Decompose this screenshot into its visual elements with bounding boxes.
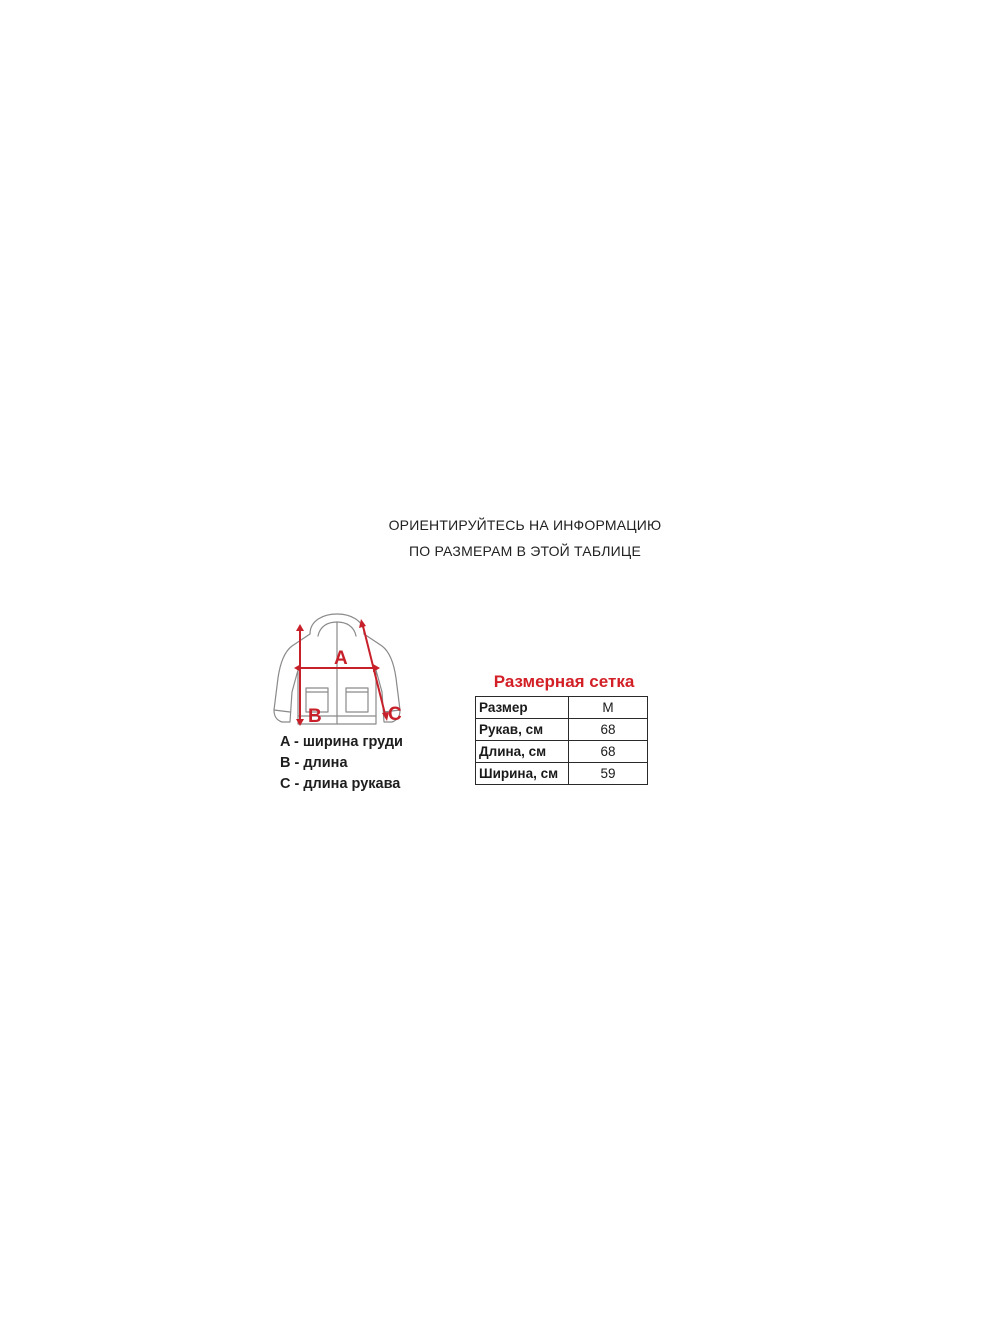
instruction-header [300, 512, 750, 564]
table-row [476, 697, 648, 719]
sleeve-length-arrow [362, 622, 386, 718]
sleeve-arrow-top-head [359, 619, 366, 628]
row-label: Ширина, см [476, 763, 569, 785]
label-c: C [388, 704, 402, 725]
left-cuff-line [274, 710, 290, 712]
row-label: Длина, см [476, 741, 569, 763]
row-label: Размер [476, 697, 569, 719]
legend-item-b: B - длина [280, 755, 348, 771]
instruction-line-1: ОРИЕНТИРУЙТЕСЬ НА ИНФОРМАЦИЮ [388, 517, 662, 533]
legend-item-a: A - ширина груди [280, 734, 403, 750]
label-b: B [308, 706, 322, 727]
measurement-legend [280, 732, 403, 795]
size-table-title: Размерная сетка [493, 672, 635, 691]
size-table [475, 696, 648, 785]
table-row [476, 719, 648, 741]
length-arrow-bottom-head [296, 719, 304, 726]
row-value: 59 [569, 763, 648, 785]
legend-item-c: C - длина рукава [280, 776, 401, 792]
label-a: A [334, 648, 348, 669]
instruction-line-2: ПО РАЗМЕРАМ В ЭТОЙ ТАБЛИЦЕ [409, 543, 641, 559]
jacket-measurement-diagram [262, 612, 412, 732]
table-row [476, 741, 648, 763]
row-value: 68 [569, 741, 648, 763]
row-value: M [569, 697, 648, 719]
row-label: Рукав, см [476, 719, 569, 741]
table-row [476, 763, 648, 785]
length-arrow-top-head [296, 624, 304, 631]
row-value: 68 [569, 719, 648, 741]
